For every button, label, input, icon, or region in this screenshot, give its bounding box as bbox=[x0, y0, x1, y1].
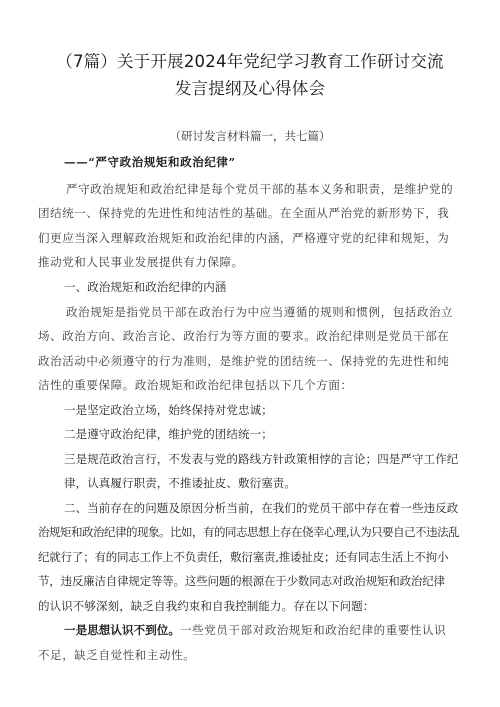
section1-line: 场、政治方向、政治言论、政治行为等方面的要求。政治纪律则是党员干部在 bbox=[38, 329, 450, 343]
section2-line: 治规矩和政治纪律的现象。比如，有的同志思想上存在侥幸心理,认为只要自己不违法乱 bbox=[38, 525, 460, 539]
point-line: 一是坚定政治立场，始终保持对党忠诚； bbox=[64, 403, 273, 417]
section2-line: 节，违反廉洁自律规定等等。这些问题的根源在于少数同志对政治规矩和政治纪律 bbox=[38, 574, 445, 588]
section1-line: 政治活动中必须遵守的行为准则，是维护党的团结统一、保持党的先进性和纯 bbox=[38, 354, 450, 368]
problem1-line bbox=[64, 623, 474, 639]
point-line: 三是规范政治言行，不发表与党的路线方针政策相悖的言论；四是严守工作纪 bbox=[64, 452, 459, 466]
document-title-line2: 发言提纲及心得体会 bbox=[174, 79, 326, 98]
section1-line: 政治规矩是指党员干部在政治行为中应当遵循的规则和惯例，包括政治立 bbox=[66, 305, 454, 319]
intro-line: 推动党和人民事业发展提供有力保障。 bbox=[38, 255, 244, 269]
intro-line: 团结统一、保持党的先进性和纯洁性的基础。在全面从严治党的新形势下，我 bbox=[38, 206, 450, 220]
point-line: 二是遵守政治纪律，维护党的团结统一； bbox=[64, 427, 273, 441]
document-subtitle: （研讨发言材料篇一，共七篇） bbox=[169, 129, 331, 143]
section2-line: 纪就行了；有的同志工作上不负责任，敷衍塞责,推诿扯皮；还有同志生活上不拘小 bbox=[38, 550, 449, 564]
section1-heading: 一、政治规矩和政治纪律的内涵 bbox=[64, 280, 227, 294]
problem1-continuation: 不足，缺乏自觉性和主动性。 bbox=[38, 648, 196, 662]
section1-line: 洁性的重要保障。政治规矩和政治纪律包括以下几个方面： bbox=[38, 378, 353, 392]
point-line: 律，认真履行职责，不推诿扯皮、敷衍塞责。 bbox=[64, 476, 296, 490]
intro-line: 严守政治规矩和政治纪律是每个党员干部的基本义务和职责，是维护党的 bbox=[66, 182, 454, 196]
heading-quote: ——“严守政治规矩和政治纪律” bbox=[64, 155, 236, 169]
section2-line: 二、当前存在的问题及原因分析当前，在我们的党员干部中存在着一些违反政 bbox=[64, 501, 459, 515]
problem1-label: 一是思想认识不到位。 bbox=[64, 623, 180, 637]
section2-line: 的认识不够深刻，缺乏自我约束和自我控制能力。存在以下问题： bbox=[38, 599, 375, 613]
intro-line: 们更应当深入理解政治规矩和政治纪律的内涵，严格遵守党的纪律和规矩，为 bbox=[38, 231, 450, 245]
document-title-line1: （7篇）关于开展2024年党纪学习教育工作研讨交流 bbox=[56, 52, 444, 71]
problem1-text: 一些党员干部对政治规矩和政治纪律的重要性认识 bbox=[180, 623, 447, 637]
